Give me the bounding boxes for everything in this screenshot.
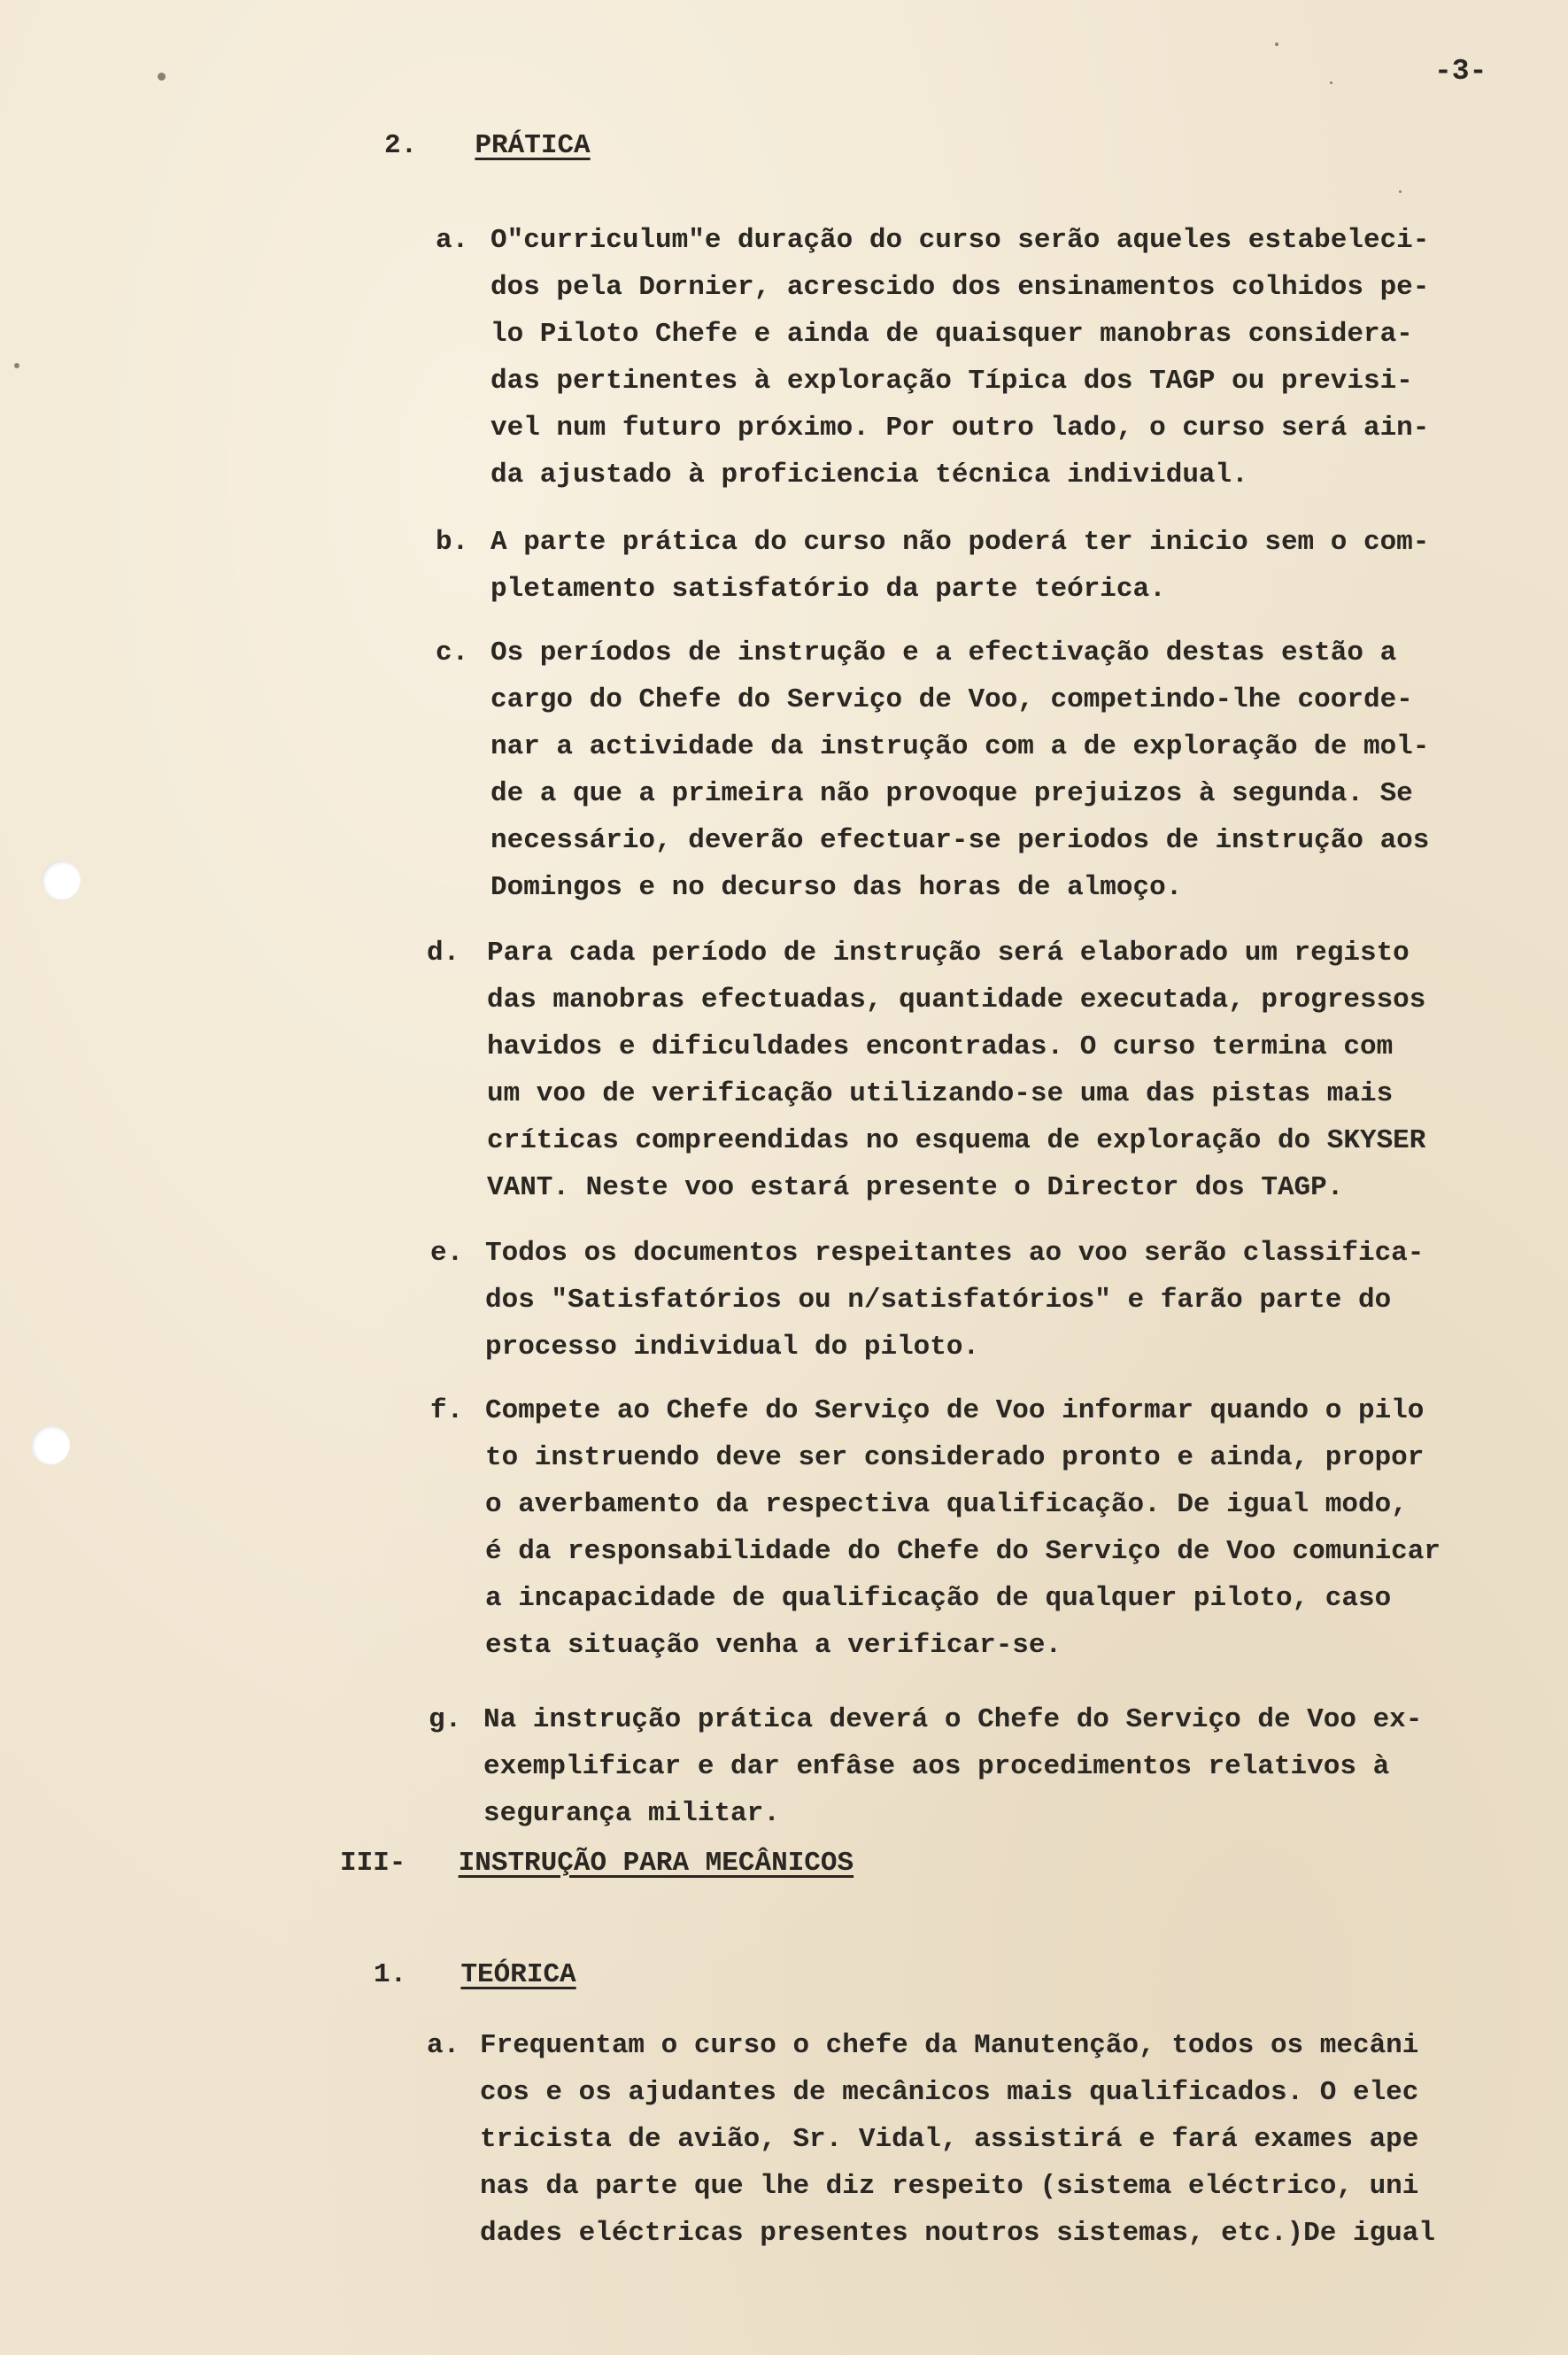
text-line: o averbamento da respectiva qualificação. De igual modo, bbox=[485, 1489, 1408, 1520]
text-line: nas da parte que lhe diz respeito (sistema eléctrico, uni bbox=[480, 2171, 1419, 2202]
text-line: processo individual do piloto. bbox=[485, 1332, 980, 1363]
text-line: Frequentam o curso o chefe da Manutenção, todos os mecâni bbox=[480, 2030, 1419, 2061]
text-line: vel num futuro próximo. Por outro lado, o curso será ain- bbox=[490, 413, 1430, 444]
part-heading-mecanicos bbox=[340, 1848, 854, 1879]
text-line: dos "Satisfatórios ou n/satisfatórios" e farão parte do bbox=[485, 1285, 1392, 1316]
text-line: nar a actividade da instrução com a de exploração de mol- bbox=[490, 731, 1430, 762]
text-line: a incapacidade de qualificação de qualquer piloto, caso bbox=[485, 1583, 1392, 1614]
text-line: O"curriculum"e duração do curso serão aqueles estabeleci- bbox=[490, 225, 1430, 256]
text-line: Os períodos de instrução e a efectivação destas estão a bbox=[490, 637, 1397, 668]
punch-hole-bottom bbox=[31, 1425, 70, 1464]
ink-speck bbox=[158, 73, 166, 81]
page-number: -3- bbox=[1434, 55, 1487, 88]
item-letter: a. bbox=[427, 2030, 460, 2061]
text-line: tricista de avião, Sr. Vidal, assistirá e fará exames ape bbox=[480, 2124, 1419, 2155]
text-line: de a que a primeira não provoque prejuizos à segunda. Se bbox=[490, 778, 1413, 809]
text-line: Compete ao Chefe do Serviço de Voo informar quando o pilo bbox=[485, 1395, 1425, 1426]
text-line: to instruendo deve ser considerado pronto e ainda, propor bbox=[485, 1442, 1425, 1473]
section-number: 2. bbox=[384, 130, 418, 161]
text-line: exemplificar e dar enfâse aos procedimentos relativos à bbox=[483, 1751, 1390, 1782]
punch-hole-top bbox=[42, 861, 81, 900]
item-letter: f. bbox=[430, 1395, 464, 1426]
text-line: esta situação venha a verificar-se. bbox=[485, 1630, 1062, 1661]
text-line: cargo do Chefe do Serviço de Voo, competindo-lhe coorde- bbox=[490, 684, 1413, 715]
text-line: cos e os ajudantes de mecânicos mais qualificados. O elec bbox=[480, 2077, 1419, 2108]
text-line: um voo de verificação utilizando-se uma das pistas mais bbox=[487, 1078, 1394, 1109]
section-heading-teorica bbox=[374, 1959, 576, 1990]
ink-speck bbox=[1330, 81, 1332, 84]
text-line: pletamento satisfatório da parte teórica. bbox=[490, 574, 1166, 605]
text-line: Domingos e no decurso das horas de almoço. bbox=[490, 872, 1183, 903]
text-line: A parte prática do curso não poderá ter inicio sem o com- bbox=[490, 527, 1430, 558]
part-number: III- bbox=[340, 1848, 406, 1879]
item-letter: a. bbox=[436, 225, 469, 256]
text-line: Na instrução prática deverá o Chefe do Serviço de Voo ex- bbox=[483, 1704, 1423, 1735]
text-line: segurança militar. bbox=[483, 1798, 780, 1829]
item-letter: b. bbox=[436, 527, 469, 558]
item-letter: d. bbox=[427, 938, 460, 969]
section-title: PRÁTICA bbox=[475, 130, 591, 161]
text-line: dades eléctricas presentes noutros sistemas, etc.)De igual bbox=[480, 2218, 1435, 2249]
item-letter: c. bbox=[436, 637, 469, 668]
item-letter: e. bbox=[430, 1238, 464, 1269]
text-line: havidos e dificuldades encontradas. O curso termina com bbox=[487, 1031, 1394, 1062]
ink-speck bbox=[14, 363, 19, 368]
section-title: TEÓRICA bbox=[460, 1959, 576, 1990]
text-line: Todos os documentos respeitantes ao voo serão classifica- bbox=[485, 1238, 1425, 1269]
ink-speck bbox=[1275, 42, 1278, 46]
text-line: da ajustado à proficiencia técnica individual. bbox=[490, 459, 1248, 490]
text-line: Para cada período de instrução será elaborado um registo bbox=[487, 938, 1410, 969]
text-line: das manobras efectuadas, quantidade executada, progressos bbox=[487, 984, 1426, 1015]
text-line: necessário, deverão efectuar-se periodos de instrução aos bbox=[490, 825, 1430, 856]
text-line: críticas compreendidas no esquema de exploração do SKYSER bbox=[487, 1125, 1426, 1156]
item-letter: g. bbox=[429, 1704, 462, 1735]
part-title: INSTRUÇÃO PARA MECÂNICOS bbox=[458, 1848, 854, 1879]
text-line: lo Piloto Chefe e ainda de quaisquer manobras considera- bbox=[490, 319, 1413, 350]
ink-speck bbox=[1399, 190, 1402, 193]
section-heading-pratica bbox=[384, 130, 591, 161]
text-line: dos pela Dornier, acrescido dos ensinamentos colhidos pe- bbox=[490, 272, 1430, 303]
text-line: VANT. Neste voo estará presente o Director dos TAGP. bbox=[487, 1172, 1344, 1203]
section-number: 1. bbox=[374, 1959, 407, 1990]
text-line: das pertinentes à exploração Típica dos TAGP ou previsi- bbox=[490, 366, 1413, 397]
text-line: é da responsabilidade do Chefe do Serviço de Voo comunicar bbox=[485, 1536, 1441, 1567]
